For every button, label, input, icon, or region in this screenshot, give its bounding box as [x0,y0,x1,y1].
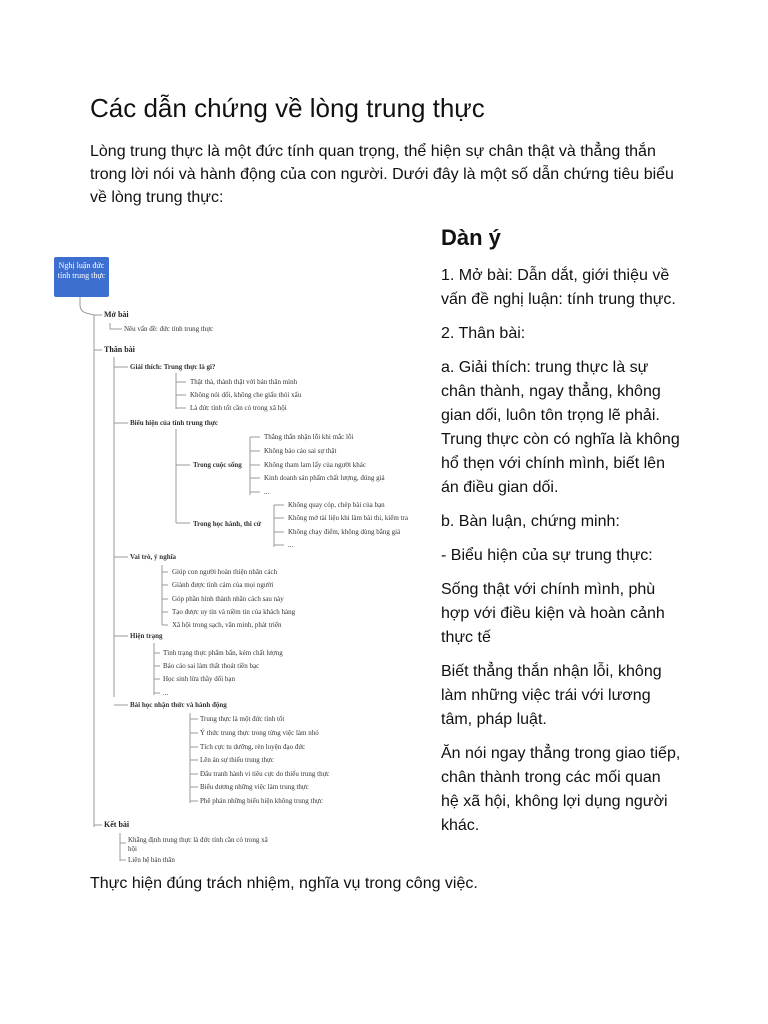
mindmap-leaf: Báo cáo sai làm thất thoát tiền bạc [163,662,260,670]
mindmap-leaf: Phê phán những biểu hiện không trung thực [200,797,323,805]
mindmap-leaf: Kinh doanh sản phẩm chất lượng, đúng giá [264,474,385,482]
outline-paragraph: 1. Mở bài: Dẫn dắt, giới thiệu về vấn đề nghị luận: tính trung thực. [441,267,676,308]
mindmap-bai-hoc: Bài học nhận thức và hành động [130,701,227,709]
outline-paragraph: 2. Thân bài: [441,325,526,342]
mindmap-leaf: Giành được tình cảm của mọi người [172,581,274,589]
mindmap-leaf: Tình trạng thực phẩm bẩn, kém chất lượng [163,649,283,657]
mindmap-leaf: Biểu dương những việc làm trung thực [200,783,309,791]
mindmap-leaf: Không quay cóp, chép bài của bạn [288,501,385,509]
mindmap-giai-thich: Giải thích: Trung thực là gì? [130,363,216,371]
outline-paragraph: Biết thẳng thắn nhận lỗi, không làm những việc trái với lương tâm, pháp luật. [441,663,662,728]
mindmap-than-bai: Thân bài [104,345,135,354]
mindmap-leaf: Liên hệ bản thân [128,856,175,864]
mindmap-leaf: ... [288,541,294,549]
mindmap-leaf: Không báo cáo sai sự thật [264,447,337,455]
mindmap-leaf: Đấu tranh hành vi tiêu cực do thiếu trung thực [200,770,330,778]
mindmap-leaf: Tích cực tu dưỡng, rèn luyện đạo đức [200,743,306,751]
mindmap-leaf: Ý thức trung thực trong từng việc làm nhỏ [200,729,319,737]
outline-text [441,264,681,848]
mindmap-leaf: Học sinh lừa thầy dối bạn [163,675,236,683]
footer-paragraph: Thực hiện đúng trách nhiệm, nghĩa vụ trong công việc. [90,875,478,892]
mindmap-leaf: Không chạy điểm, không dùng bằng giả [288,528,401,536]
mindmap-leaf: Tạo được uy tín và niềm tin của khách hàng [172,608,296,616]
mindmap-leaf: Thẳng thắn nhận lỗi khi mắc lỗi [264,433,354,441]
mindmap-leaf: Xã hội trong sạch, văn minh, phát triển [172,621,282,629]
mindmap-vai-tro: Vai trò, ý nghĩa [130,553,177,561]
intro-paragraph: Lòng trung thực là một đức tính quan trọng, thể hiện sự chân thật và thẳng thắn trong lời nói và hành động của con người. Dưới đây là một số dẫn chứng tiêu biểu về lòng trung thực: [90,143,674,206]
outline-paragraph: a. Giải thích: trung thực là sự chân thành, ngay thẳng, không gian dối, luôn tôn trọng lẽ phải. Trung thực còn có nghĩa là không hổ thẹn với chính mình, biết lên án điều gian dối. [441,359,680,496]
mindmap-leaf: Giúp con người hoàn thiện nhân cách [172,568,278,576]
mindmap-leaf: Không nói dối, không che giấu thói xấu [190,391,302,399]
outline-paragraph: - Biểu hiện của sự trung thực: [441,547,653,564]
mindmap-mo-bai: Mở bài [104,310,129,319]
outline-paragraph: b. Bàn luận, chứng minh: [441,513,620,530]
outline-paragraph: Ăn nói ngay thẳng trong giao tiếp, chân thành trong các mối quan hệ xã hội, không lợi dụng người khác. [441,745,681,834]
mindmap-leaf: Trung thực là một đức tính tốt [200,715,285,723]
mindmap-leaf: Thật thà, thành thật với bản thân mình [190,378,298,386]
mindmap-leaf: Khẳng định trung thực là đức tính cần có trong xã hội [128,836,268,853]
mindmap-leaf: Lên án sự thiếu trung thực [200,756,274,764]
mindmap-hien-trang: Hiện trạng [130,632,163,640]
mindmap-leaf: ... [264,488,270,496]
mindmap-mo-bai-leaf: Nêu vấn đề: đức tính trung thực [124,325,214,333]
mindmap-bieu-hien: Biểu hiện của tính trung thực [130,419,219,427]
mindmap-trong-hoc-hanh: Trong học hành, thi cử [193,520,261,528]
mindmap-leaf: Không mở tài liệu khi làm bài thi, kiểm tra [288,514,408,522]
mindmap-diagram [50,255,435,870]
mindmap-ket-bai: Kết bài [104,820,130,829]
mindmap-leaf: Là đức tính tốt cần có trong xã hội [190,404,287,412]
outline-heading: Dàn ý [441,225,501,250]
outline-paragraph: Sống thật với chính mình, phù hợp với điều kiện và hoàn cảnh thực tế [441,581,665,646]
mindmap-leaf: ... [163,689,169,697]
mindmap-root-node: Nghị luận đức tính trung thực [54,257,109,297]
mindmap-leaf: Góp phần hình thành nhân cách sau này [172,595,284,603]
mindmap-trong-cuoc-song: Trong cuộc sống [193,461,242,469]
mindmap-leaf: Không tham lam lấy của người khác [264,461,366,469]
page-title: Các dẫn chứng về lòng trung thực [90,93,485,123]
